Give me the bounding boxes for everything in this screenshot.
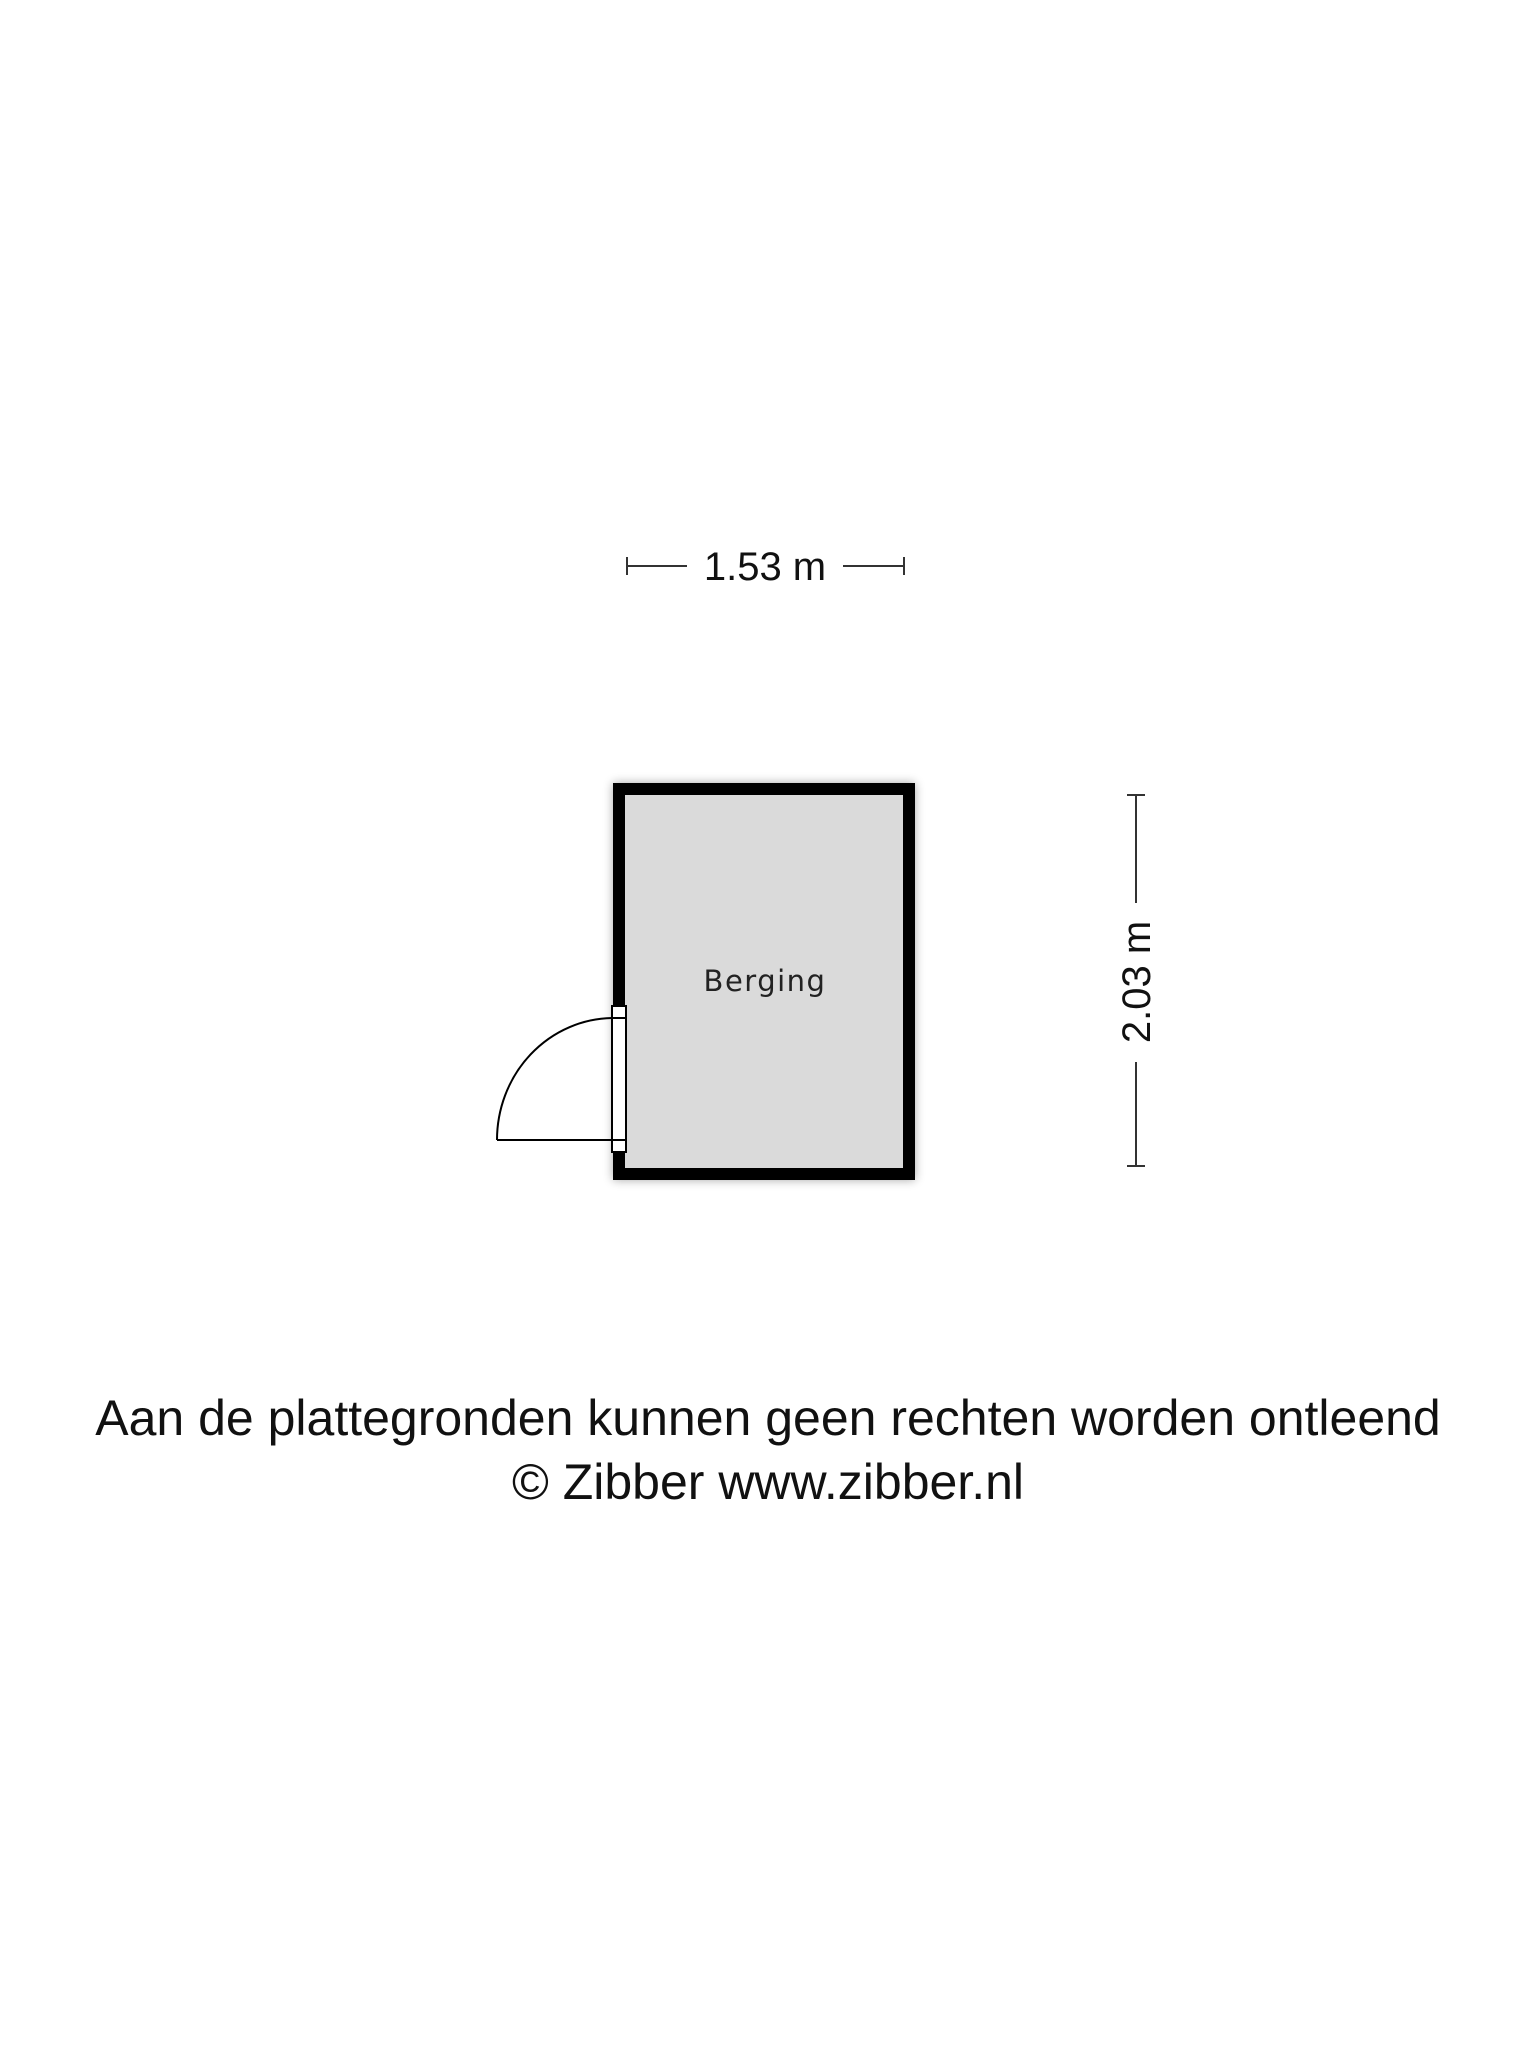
height-dimension [1115,795,1159,1166]
door [497,1006,626,1152]
copyright-text: © Zibber www.zibber.nl [511,1454,1025,1510]
disclaimer-text: Aan de plattegronden kunnen geen rechten worden ontleend [95,1390,1441,1446]
width-dimension [627,545,904,589]
room-label: Berging [703,964,827,998]
width-dimension-label: 1.53 m [703,545,827,589]
door-swing-arc [497,1018,612,1140]
door-jamb-bottom [612,1140,626,1152]
door-opening [612,1006,626,1152]
door-jamb-top [612,1006,626,1018]
height-dimension-label: 2.03 m [1115,920,1159,1044]
